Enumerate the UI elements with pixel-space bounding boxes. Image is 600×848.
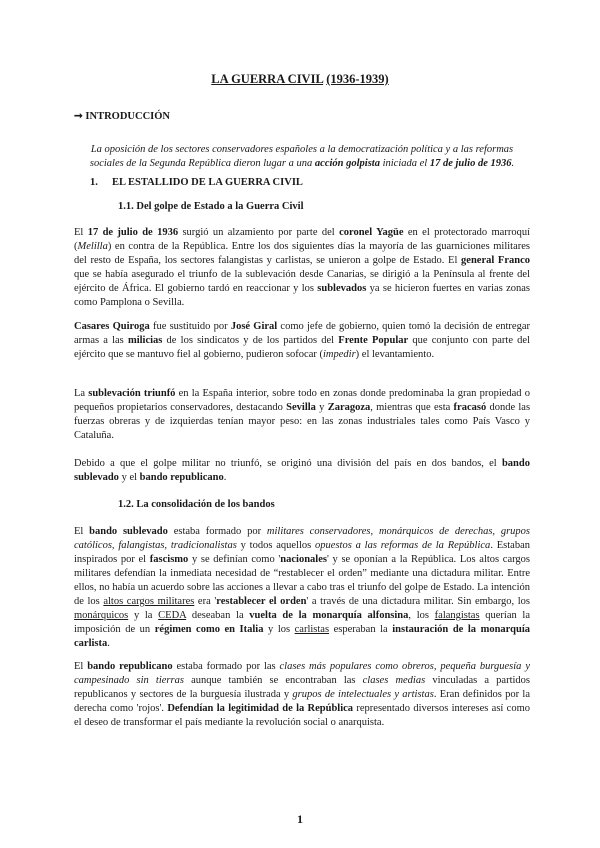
page-number: 1 [297,812,303,826]
paragraph-bando-republicano: El bando republicano estaba formado por las clases más populares como obreros, pequeña burguesía y campesinado sin tierras aunque también se encontraban las clases medias vinculadas a partidos republicanos y sectores de la burguesía ilustrada y grupos de intelectuales y artistas. Eran definidos por la derecha como 'rojos'. Defendían la legitimidad de la República representado diversos intereses así como el deseo de transformar el país mediante la revolución social o anarquista. [74,661,530,728]
intro-heading: ➞ INTRODUCCIÓN [74,111,171,122]
paragraph-golpe: El 17 de julio de 1936 surgió un alzamiento por parte del coronel Yagüe en el protectorado marroquí (Melilla) en contra de la República. Entre los dos siguientes días la mayoría de las guarniciones militares del resto de España, los sectores falangistas y carlistas, se unieron a golpe de Estado. El general Franco que se había asegurado el triunfo de la sublevación desde Canarias, se dirigió a la Península al frente del ejército de África. El gobierno tardó en reaccionar y los sublevados ya se hicieron fuertes en varias zonas como Pamplona o Sevilla. [74,227,531,308]
subsection-heading-1-2: 1.2. La consolidación de los bandos [118,499,275,510]
section-number: 1. [90,177,98,188]
paragraph-bando-sublevado: El bando sublevado estaba formado por militares conservadores, monárquicos de derechas, grupos católicos, falangistas, tradicionalistas y todos aquellos opuestos a las reformas de la República. Estaban inspirados por el fascismo y se definían como 'nacionales' y se oponían a la República. Los altos cargos militares defendían la inmediata necesidad de “restablecer el orden” mediante una dictadura militar. Entre ellos, no había un acuerdo sobre las acciones a llevar a cabo tras el triunfo del golpe de Estado. La intención de los altos cargos militares era 'restablecer el orden' a través de una dictadura militar. Sin embargo, los monárquicos y la CEDA deseaban la vuelta de la monarquía alfonsina, los falangistas querían la imposición de un régimen como en Italia y los carlistas esperaban la instauración de la monarquía carlista. [74,526,531,649]
title-text: LA GUERRA CIVIL [211,72,324,86]
paragraph-division: Debido a que el golpe militar no triunfó, se originó una división del país en dos bandos, el bando sublevado y el bando republicano. [74,458,530,483]
intro-paragraph: La oposición de los sectores conservadores españoles a la democratización política y a las reformas sociales de la Segunda República dieron lugar a una acción golpista iniciada el 17 de julio de 1936. [89,143,515,169]
paragraph-sublevacion: La sublevación triunfó en la España interior, sobre todo en zonas donde predominaba la gran propiedad o pequeños propietarios conservadores, destacando Sevilla y Zaragoza, mientras que esta fracasó donde las fuerzas obreras y de izquierdas tenían mayor peso: en las zonas industriales tales como País Vasco y Cataluña. [74,388,531,441]
document-title [0,72,600,87]
section-heading [90,177,303,188]
section-title: EL ESTALLIDO DE LA GUERRA CIVIL [112,177,303,188]
subsection-heading-1-1: 1.1. Del golpe de Estado a la Guerra Civil [118,201,304,212]
paragraph-giral: Casares Quiroga fue sustituido por José Giral como jefe de gobierno, quien tomó la decisión de entregar armas a las milicias de los sindicatos y de los partidos del Frente Popular que conjunto con parte del ejército que se mantuvo fiel al gobierno, pudieron sofocar (impedir) el levantamiento. [74,321,530,360]
title-years: (1936-1939) [326,72,389,86]
